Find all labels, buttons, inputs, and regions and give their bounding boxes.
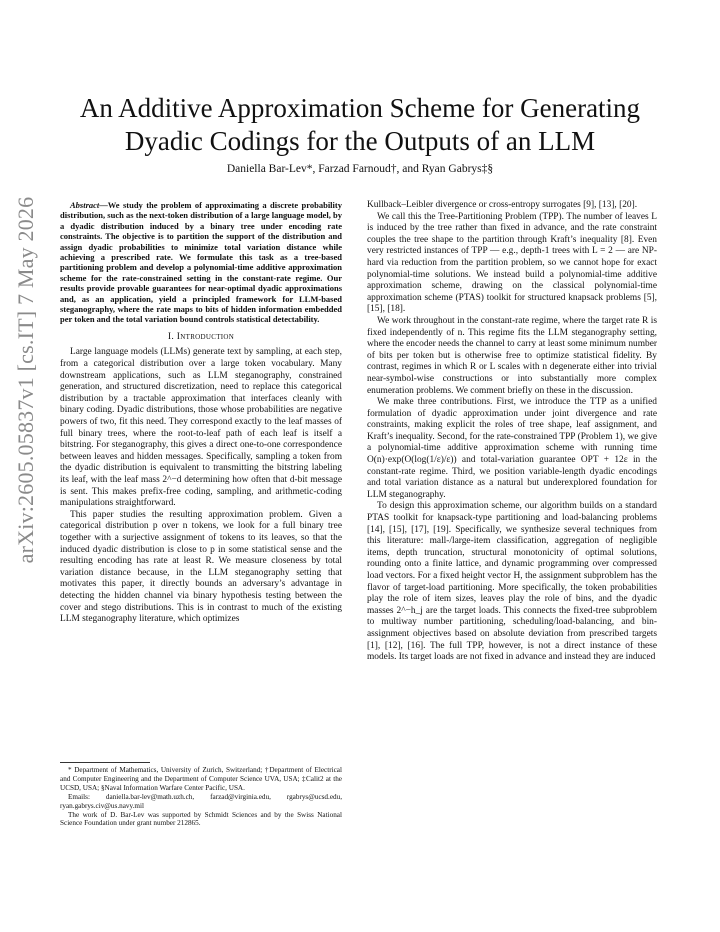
- abstract-label: Abstract: [70, 200, 100, 210]
- intro-paragraph: Large language models (LLMs) generate text by sampling, at each step, from a categorical distribution over a large token vocabulary. Many downstream applications, such as LLM steganography, constrained generation, and structured discretization, need to replace this categorical distribution by a tractable approximation that interfaces cleanly with binary coding. Dyadic distributions, those whose probabilities are negative powers of two, fit this need. They correspond exactly to the leaf masses of full binary trees, where the root-to-leaf path of each leaf is itself a bitstring. For steganography, this gives a direct one-to-one correspondence between leaves and hidden messages. Specifically, sampling a token from the dyadic distribution is equivalent to transmitting the bitstring labeling its leaf, with the leaf mass 2^−d determining how often that d-bit message is sent. This makes prefix-free coding, sampling, and arithmetic-coding manipulations straightforward.: [60, 347, 342, 509]
- body-paragraph: We make three contributions. First, we introduce the TTP as a unified formulation of dyadic approximation under joint divergence and rate constraints, making explicit the roles of tree shape, leaf assignment, and Kraft’s inequality. Second, for the rate-constrained TPP (Problem 1), we give a polynomial-time additive approximation scheme with running time O(n)·exp(O(log(1/ε)/ε)) and total-variation guarantee OPT + 12ε in the constant-rate regime. Third, we position variable-length dyadic encodings and total variation distance as a natural but underexplored foundation for LLM steganography.: [367, 397, 657, 500]
- footnote-emails: Emails: daniella.bar-lev@math.uzh.ch, farzad@virginia.edu, rgabrys@ucsd.edu, ryan.gabrys.civ@us.navy.mil: [60, 792, 342, 810]
- author-list: Daniella Bar-Lev*, Farzad Farnoud†, and Ryan Gabrys‡§: [226, 163, 494, 175]
- footnote-funding: The work of D. Bar-Lev was supported by Schmidt Sciences and by the Swiss National Science Foundation under grant number 212865.: [60, 810, 342, 828]
- footnote-rule: [60, 762, 150, 763]
- left-column: [60, 200, 342, 626]
- abstract-text: —We study the problem of approximating a discrete probability distribution, such as the next-token distribution of a large language model, by a dyadic distribution induced by a binary tree under encoding rate constraints. The objective is to partition the support of the distribution and assign dyadic probabilities to minimize total variation distance while achieving a prescribed rate. We formulate this task as a tree-based partitioning problem and develop a polynomial-time additive approximation scheme for the rate-constrained setting in the constant-rate regime. Our results provide provable guarantees for near-optimal dyadic approximations and, as an application, yield a principled framework for LLM-based steganography, where the rate maps to bits of hidden information embedded per token and the total variation bound controls statistical detectability.: [60, 200, 342, 325]
- body-paragraph: To design this approximation scheme, our algorithm builds on a standard PTAS toolkit for knapsack-type partitioning and load-balancing problems [14], [15], [17], [19]. Specifically, we synthesize several techniques from this literature: mall-/large-item classification, aggregation of negligible items, depth truncation, structural monotonicity of optimal solutions, rounding onto a finite lattice, and dynamic programming over compressed load vectors. For a fixed height vector H, the assignment subproblem has the flavor of target-load partitioning. More specifically, the token probabilities play the role of item sizes, leaves play the role of bins, and the dyadic masses 2^−h_j are the target loads. This connects the fixed-tree subproblem to multiway number partitioning, scheduling/load-balancing, and bin-assignment objectives based on absolute deviation from prescribed targets [1], [12], [16]. The full TPP, however, is not a direct instance of these models. Its target loads are not fixed in advance and instead they are induced: [367, 501, 657, 663]
- abstract: [60, 200, 342, 325]
- footnotes: [60, 762, 342, 828]
- body-paragraph: We work throughout in the constant-rate regime, where the target rate R is fixed independently of n. This regime fits the LLM steganography setting, where the encoder needs the channel to carry at least some minimum number of bits per token but is otherwise free to optimize statistical fidelity. By contrast, regimes in which R or L scales with n degenerate either into trivial near-symbol-wise constructions or into substantially more complex enumeration problems. We comment briefly on these in the discussion.: [367, 315, 657, 396]
- section-heading-introduction: I. Introduction: [167, 330, 235, 342]
- body-paragraph: We call this the Tree-Partitioning Problem (TPP). The number of leaves L is induced by the tree rather than fixed in advance, and the rate constraint couples the tree shape to the partition through Kraft’s inequality [8]. Even very restricted instances of TPP — e.g., depth-1 trees with L = 2 — are NP-hard via reduction from the partition problem, so we cannot hope for exact polynomial-time solutions. We instead build a polynomial-time additive approximation scheme, drawing on the classical polynomial-time approximation scheme (PTAS) toolkit for structured knapsack problems [5], [15], [18].: [367, 211, 657, 315]
- footnote-affiliations: * Department of Mathematics, University of Zurich, Switzerland; †Department of Electrical and Computer Engineering and the Department of Computer Science UVA, USA; ‡Calit2 at the UCSD, USA; §Naval Information Warfare Center Pacific, USA.: [60, 766, 342, 792]
- right-column: [367, 200, 657, 664]
- paper-title: An Additive Approximation Scheme for Generating Dyadic Codings for the Outputs of an LLM: [79, 93, 641, 156]
- arxiv-identifier: arXiv:2605.05837v1 [cs.IT] 7 May 2026: [13, 196, 38, 564]
- intro-paragraph: This paper studies the resulting approximation problem. Given a categorical distribution p over n tokens, we look for a full binary tree together with a surjective assignment of tokens to its leaves, so that the induced dyadic distribution is close to p in some statistical sense and the resulting encoding has rate at least R. We measure closeness by total variation distance because, in the LLM steganography setting that motivates this paper, it directly bounds an adversary’s advantage in detecting the hidden channel via binary hypothesis testing between the cover and stego distributions. This is in contrast to much of the existing LLM steganography literature, which optimizes: [60, 509, 342, 625]
- body-paragraph: Kullback–Leibler divergence or cross-entropy surrogates [9], [13], [20].: [367, 200, 638, 210]
